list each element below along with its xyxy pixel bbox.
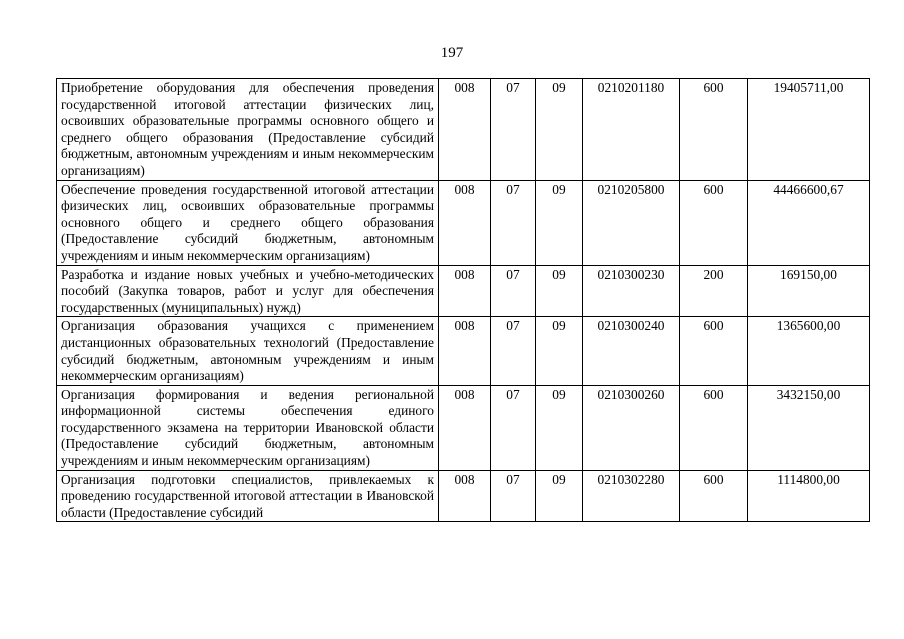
- expense-type-code: 600: [680, 385, 748, 470]
- target-article-code: 0210300230: [583, 265, 680, 317]
- ministry-code: 008: [439, 470, 491, 522]
- expense-type-code: 200: [680, 265, 748, 317]
- ministry-code: 008: [439, 79, 491, 181]
- subsection-code: 09: [536, 317, 583, 385]
- amount: 19405711,00: [748, 79, 870, 181]
- subsection-code: 09: [536, 385, 583, 470]
- table-row: [57, 317, 870, 385]
- table-row: [57, 79, 870, 181]
- row-description: Приобретение оборудования для обеспечения проведения государственной итоговой аттестации физических лиц, освоивших образовательные программы основного общего и среднего общего образования (Предоставление субсидий бюджетным, автономным учреждениям и иным некоммерческим организациям): [57, 79, 439, 181]
- table-row: [57, 385, 870, 470]
- ministry-code: 008: [439, 265, 491, 317]
- amount: 44466600,67: [748, 180, 870, 265]
- expense-type-code: 600: [680, 180, 748, 265]
- page-number: 197: [440, 45, 464, 61]
- section-code: 07: [491, 317, 536, 385]
- row-description: Обеспечение проведения государственной итоговой аттестации физических лиц, освоивших образовательные программы основного общего и среднего общего образования (Предоставление субсидий бюджетным, автономным учреждениям и иным некоммерческим организациям): [57, 180, 439, 265]
- section-code: 07: [491, 385, 536, 470]
- section-code: 07: [491, 79, 536, 181]
- row-description: Организация формирования и ведения региональной информационной системы обеспечения единого государственного экзамена на территории Ивановской области (Предоставление субсидий бюджетным, автономным учреждениям и иным некоммерческим организациям): [57, 385, 439, 470]
- amount: 1365600,00: [748, 317, 870, 385]
- table-row: [57, 180, 870, 265]
- amount: 169150,00: [748, 265, 870, 317]
- subsection-code: 09: [536, 265, 583, 317]
- subsection-code: 09: [536, 470, 583, 522]
- row-description: Разработка и издание новых учебных и учебно-методических пособий (Закупка товаров, работ и услуг для обеспечения государственных (муниципальных) нужд): [57, 265, 439, 317]
- target-article-code: 0210300260: [583, 385, 680, 470]
- subsection-code: 09: [536, 79, 583, 181]
- target-article-code: 0210300240: [583, 317, 680, 385]
- table-row: [57, 265, 870, 317]
- expense-type-code: 600: [680, 79, 748, 181]
- section-code: 07: [491, 180, 536, 265]
- target-article-code: 0210201180: [583, 79, 680, 181]
- expense-type-code: 600: [680, 470, 748, 522]
- budget-table: [56, 78, 870, 522]
- ministry-code: 008: [439, 180, 491, 265]
- row-description: Организация образования учащихся с применением дистанционных образовательных технологий (Предоставление субсидий бюджетным, автономным учреждениям и иным некоммерческим организациям): [57, 317, 439, 385]
- expense-type-code: 600: [680, 317, 748, 385]
- row-description: Организация подготовки специалистов, привлекаемых к проведению государственной итоговой аттестации в Ивановской области (Предоставление субсидий: [57, 470, 439, 522]
- target-article-code: 0210205800: [583, 180, 680, 265]
- amount: 3432150,00: [748, 385, 870, 470]
- target-article-code: 0210302280: [583, 470, 680, 522]
- section-code: 07: [491, 470, 536, 522]
- ministry-code: 008: [439, 385, 491, 470]
- subsection-code: 09: [536, 180, 583, 265]
- ministry-code: 008: [439, 317, 491, 385]
- table-row: [57, 470, 870, 522]
- section-code: 07: [491, 265, 536, 317]
- amount: 1114800,00: [748, 470, 870, 522]
